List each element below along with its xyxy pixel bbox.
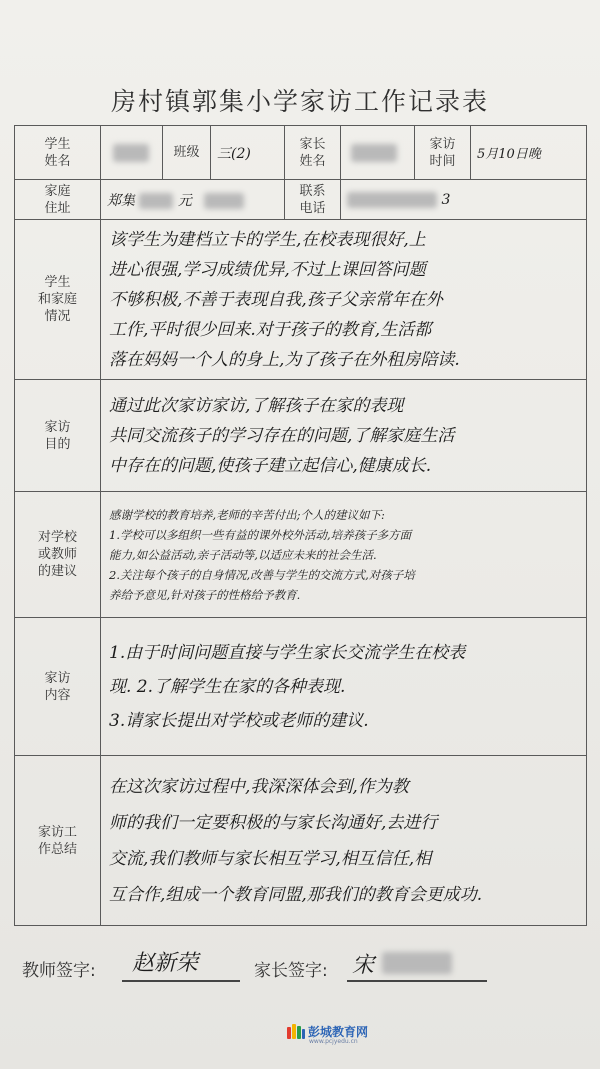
redacted-address-b: [204, 193, 244, 209]
section-visit-purpose: [15, 380, 587, 492]
section-label-visit-content: 家访 内容: [15, 618, 101, 756]
section-text-visit-summary: [101, 756, 587, 926]
section-text-visit-purpose: [101, 380, 587, 492]
class-label: 班级: [163, 126, 211, 180]
section-label-visit-summary: 家访工 作总结: [15, 756, 101, 926]
redacted-parent-name: [351, 144, 397, 162]
text-line: 感谢学校的教育培养,老师的辛苦付出;个人的建议如下:: [109, 507, 385, 522]
address-text-b: 元: [177, 192, 192, 209]
section-text-visit-content: [101, 618, 587, 756]
phone-text-end: 3: [441, 191, 451, 208]
text-line: 工作,平时很少回来.对于孩子的教育,生活都: [109, 319, 432, 340]
text-line: 师的我们一定要积极的与家长沟通好,去进行: [109, 812, 438, 833]
visit-time-label: 家访 时间: [415, 126, 471, 180]
text-line: 共同交流孩子的学习存在的问题,了解家庭生活: [109, 425, 455, 446]
redacted-student-name: [113, 144, 149, 162]
text-line: 落在妈妈一个人的身上,为了孩子在外租房陪读.: [109, 349, 460, 370]
text-line: 养给予意见,针对孩子的性格给予教育.: [109, 587, 301, 602]
text-line: 3.请家长提出对学校或老师的建议.: [109, 710, 369, 731]
text-line: 交流,我们教师与家长相互学习,相互信任,相: [109, 848, 432, 869]
text-line: 现. 2.了解学生在家的各种表现.: [109, 676, 346, 697]
redacted-address-a: [139, 193, 173, 209]
visit-time-value: 5月10日晚: [471, 126, 587, 180]
redacted-parent-signature: [382, 952, 452, 974]
text-line: 通过此次家访家访,了解孩子在家的表现: [109, 395, 404, 416]
student-name-value: [101, 126, 163, 180]
parent-name-value: [341, 126, 415, 180]
student-name-label: 学生 姓名: [15, 126, 101, 180]
class-value: 三(2): [211, 126, 285, 180]
section-label-student-family: 学生 和家庭 情况: [15, 220, 101, 380]
section-label-suggestions: 对学校 或教师 的建议: [15, 492, 101, 618]
address-label: 家庭 住址: [15, 180, 101, 220]
phone-label: 联系 电话: [285, 180, 341, 220]
address-value: [101, 180, 285, 220]
parent-signature-underline: [347, 980, 487, 982]
section-visit-summary: [15, 756, 587, 926]
teacher-signature-label: 教师签字:: [22, 961, 96, 981]
signature-row: [22, 950, 582, 990]
section-label-visit-purpose: 家访 目的: [15, 380, 101, 492]
text-line: 能力,如公益活动,亲子活动等,以适应未来的社会生活.: [109, 547, 377, 562]
text-line: 互合作,组成一个教育同盟,那我们的教育会更成功.: [109, 884, 483, 905]
visit-record-table: [14, 125, 587, 926]
redacted-phone: [347, 192, 437, 208]
text-line: 2.关注每个孩子的自身情况,改善与学生的交流方式,对孩子培: [109, 567, 415, 582]
phone-value: [341, 180, 587, 220]
section-suggestions: [15, 492, 587, 618]
text-line: 1.由于时间问题直接与学生家长交流学生在校表: [109, 642, 466, 663]
document-title: 房村镇郭集小学家访工作记录表: [110, 87, 489, 116]
text-line: 该学生为建档立卡的学生,在校表现很好,上: [109, 229, 426, 250]
text-line: 不够积极,不善于表现自我,孩子父亲常年在外: [109, 289, 443, 310]
teacher-signature: 赵新荣: [132, 951, 199, 976]
parent-name-label: 家长 姓名: [285, 126, 341, 180]
parent-signature-label: 家长签字:: [254, 961, 328, 981]
watermark-logo: [286, 1023, 386, 1047]
teacher-signature-underline: [122, 980, 240, 982]
book-logo-icon: [286, 1023, 306, 1041]
header-row-2: [15, 180, 587, 220]
header-row-1: [15, 126, 587, 180]
section-text-suggestions: [101, 492, 587, 618]
parent-signature: 宋: [352, 953, 375, 978]
text-line: 进心很强,学习成绩优异,不过上课回答问题: [109, 259, 426, 280]
text-line: 1.学校可以多组织一些有益的课外校外活动,培养孩子多方面: [109, 527, 412, 542]
section-student-family: [15, 220, 587, 380]
text-line: 中存在的问题,使孩子建立起信心,健康成长.: [109, 455, 432, 476]
watermark-name: 彭城教育网: [308, 1025, 369, 1039]
text-line: 在这次家访过程中,我深深体会到,作为教: [109, 776, 409, 797]
address-text-a: 郑集: [107, 192, 135, 209]
watermark-url: www.pcjyedu.cn: [309, 1038, 358, 1045]
section-text-student-family: [101, 220, 587, 380]
section-visit-content: [15, 618, 587, 756]
